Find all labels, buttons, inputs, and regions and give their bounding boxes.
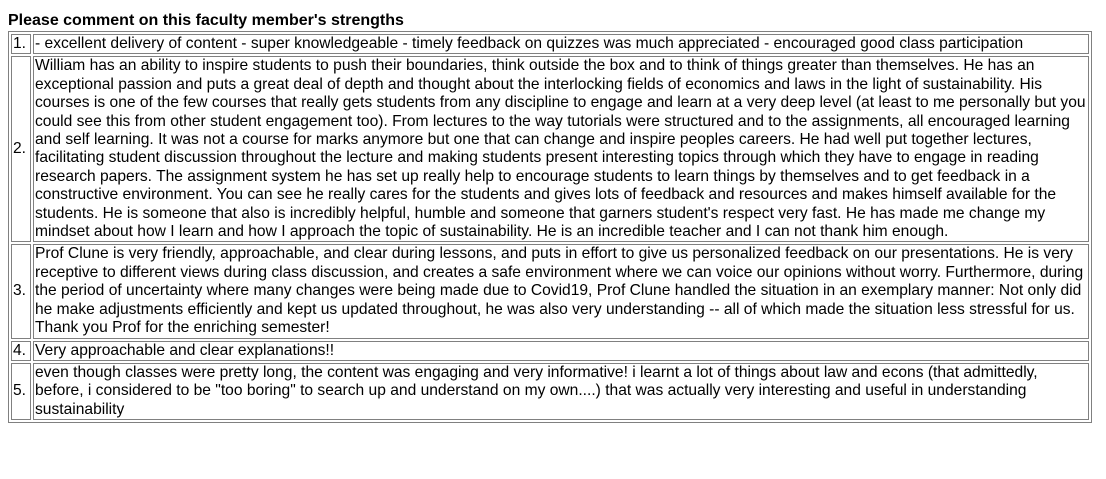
comments-section (8, 11, 1092, 423)
comment-text: William has an ability to inspire students to push their boundaries, think outside the box and to think of things greater than themselves. He has an exceptional passion and puts a great deal of depth and thought about the interlocking fields of economics and laws in the light of sustainability. His courses is one of the few courses that really gets students from any discipline to engage and learn at a very deep level (at least to me personally but you could see this from other student engagement too). From lectures to the way tutorials were structured and to the assignments, all encouraged learning and self learning. It was not a course for marks anymore but one that can change and inspire peoples careers. He had well put together lectures, facilitating student discussion throughout the lecture and making students present interesting topics through which they have to engage in reading research papers. The assignment system he has set up really help to encourage students to learn things by themselves and to get feedback in a constructive environment. You can see he really cares for the students and gives lots of feedback and resources and makes himself available for the students. He is someone that also is incredibly helpful, humble and someone that garners student's respect very fast. He has made me change my mindset about how I learn and how I approach the topic of sustainability. He is an incredible teacher and I can not thank him enough. (33, 56, 1089, 242)
comments-table (8, 31, 1092, 423)
comment-row (11, 34, 1089, 54)
comment-row (11, 244, 1089, 338)
comment-row (11, 56, 1089, 242)
comment-text: - excellent delivery of content - super knowledgeable - timely feedback on quizzes was much appreciated - encouraged good class participation (33, 34, 1089, 54)
comment-row (11, 341, 1089, 361)
comment-number: 2. (11, 56, 31, 242)
comment-text: Very approachable and clear explanations!! (33, 341, 1089, 361)
comment-number: 3. (11, 244, 31, 338)
comment-text: even though classes were pretty long, the content was engaging and very informative! i learnt a lot of things about law and econs (that admittedly, before, i considered to be "too boring" to search up and understand on my own....) that was actually very interesting and useful in understanding sustainability (33, 363, 1089, 420)
comment-number: 4. (11, 341, 31, 361)
section-heading: Please comment on this faculty member's strengths (8, 12, 404, 29)
comment-number: 5. (11, 363, 31, 420)
comment-row (11, 363, 1089, 420)
comment-text: Prof Clune is very friendly, approachable, and clear during lessons, and puts in effort to give us personalized feedback on our presentations. He is very receptive to different views during class discussion, and creates a safe environment where we can voice our opinions without worry. Furthermore, during the period of uncertainty where many changes were being made due to Covid19, Prof Clune handled the situation in an exemplary manner: Not only did he make adjustments efficiently and kept us updated throughout, he was also very understanding -- all of which made the situation less stressful for us. Thank you Prof for the enriching semester! (33, 244, 1089, 338)
comment-number: 1. (11, 34, 31, 54)
